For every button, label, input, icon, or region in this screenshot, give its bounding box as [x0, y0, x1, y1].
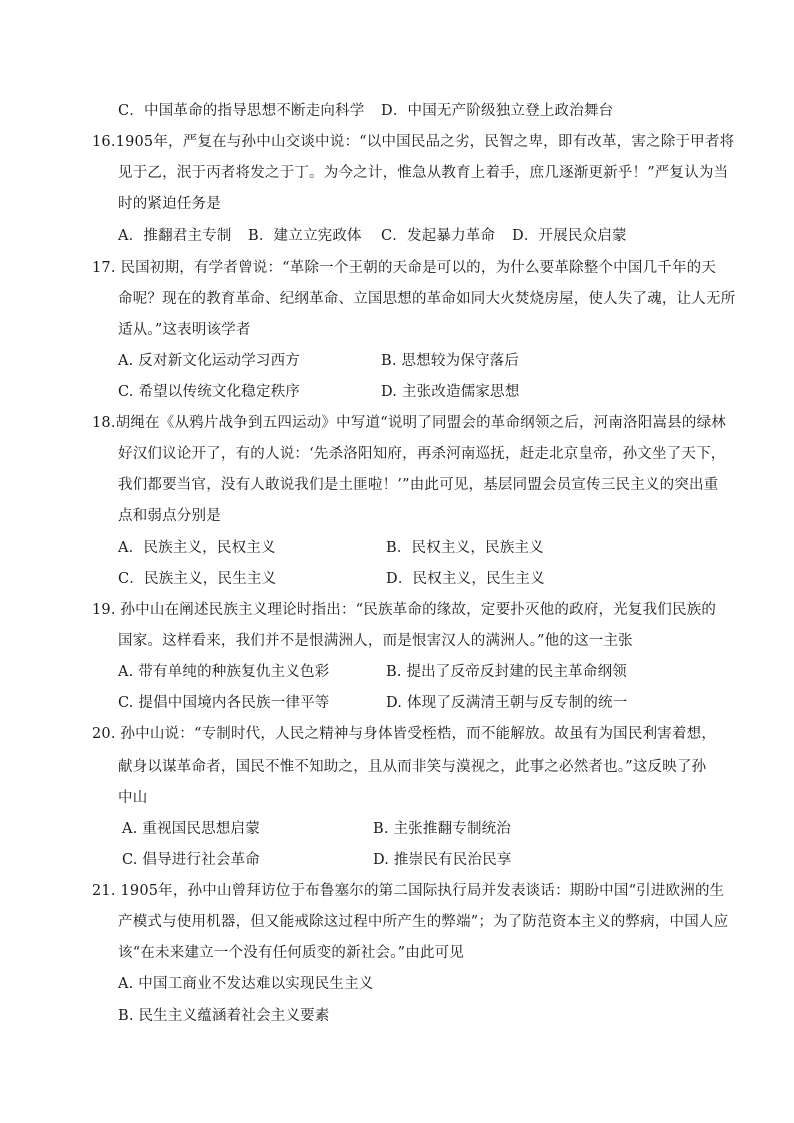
- q19-stem-line-2: 国家。这样看来，我们并不是恨满洲人，而是恨害汉人的满洲人。”他的这一主张: [118, 633, 633, 649]
- q16-stem-line-2: 见于乙，泯于丙者将发之于丁。为今之计，惟急从教育上着手，庶几逐渐更新乎！”严复认为当: [118, 165, 729, 181]
- q17-option-d: D. 主张改造儒家思想: [381, 384, 520, 400]
- q20-stem-line-2: 献身以谋革命者，国民不惟不知助之，且从而非笑与漠视之，此事之必然者也。”这反映了孙: [118, 759, 707, 775]
- q17-option-c: C. 希望以传统文化稳定秩序: [118, 384, 301, 400]
- q18-stem-line-2: 好汉们议论开了，有的人说：‘先杀洛阳知府，再杀河南巡抚，赶走北京皇帝，孙文坐了天下，: [118, 446, 726, 462]
- q21-option-a: A. 中国工商业不发达难以实现民生主义: [118, 976, 374, 992]
- q19-option-a: A. 带有单纯的种族复仇主义色彩: [118, 664, 330, 680]
- q19-stem-line-1: 19. 孙中山在阐述民族主义理论时指出：“民族革命的缘故，定要扑灭他的政府，光复我们民族的: [92, 602, 717, 618]
- q17-stem-line-3: 适从。”这表明该学者: [118, 322, 251, 338]
- q15-option-d: D．中国无产阶级独立登上政治舞台: [381, 103, 614, 119]
- q18-stem-line-3: 我们都要当官，没有人敢说我们是土匪啦！’”由此可见，基层同盟会员宣传三民主义的突出重: [118, 477, 719, 493]
- q16-stem-line-1: 16.1905年，严复在与孙中山交谈中说：“以中国民品之劣，民智之卑，即有改革，害之除于甲者将: [92, 134, 735, 150]
- q16-option-b: B．建立立宪政体: [248, 228, 362, 244]
- q21-stem-line-1: 21. 1905年，孙中山曾拜访位于布鲁塞尔的第二国际执行局并发表谈话：期盼中国“引进欧洲的生: [92, 883, 725, 899]
- q20-option-c: C. 倡导进行社会革命: [122, 852, 260, 868]
- q20-option-d: D. 推崇民有民治民享: [373, 852, 512, 868]
- q17-option-b: B. 思想较为保守落后: [381, 353, 520, 369]
- q18-stem-line-4: 点和弱点分别是: [118, 508, 221, 524]
- q19-option-c: C. 提倡中国境内各民族一律平等: [118, 695, 330, 711]
- q15-option-c: C．中国革命的指导思想不断走向科学: [118, 103, 365, 119]
- q20-stem-line-3: 中山: [118, 790, 148, 806]
- q21-option-b: B. 民生主义蕴涵着社会主义要素: [118, 1008, 330, 1024]
- q18-option-c: C．民族主义，民生主义: [118, 571, 277, 587]
- q21-stem-line-2: 产模式与使用机器，但又能戒除这过程中所产生的弊端”；为了防范资本主义的弊病，中国人应: [118, 914, 729, 930]
- q17-stem-line-2: 命呢？现在的教育革命、纪纲革命、立国思想的革命如同大火焚烧房屋，使人失了魂，让人无所: [118, 291, 736, 307]
- q16-option-a: A．推翻君主专制: [118, 228, 232, 244]
- q18-option-d: D．民权主义，民生主义: [386, 571, 545, 587]
- q17-stem-line-1: 17. 民国初期，有学者曾说：“革除一个王朝的天命是可以的，为什么要革除整个中国几千年的天: [92, 260, 717, 276]
- q16-option-c: C．发起暴力革命: [381, 228, 496, 244]
- q19-option-d: D. 体现了反满清王朝与反专制的统一: [386, 695, 628, 711]
- q16-stem-line-3: 时的紧迫任务是: [118, 196, 221, 212]
- q18-stem-line-1: 18.胡绳在《从鸦片战争到五四运动》中写道“说明了同盟会的革命纲领之后，河南洛阳嵩县的绿林: [92, 415, 726, 431]
- q20-option-a: A. 重视国民思想启蒙: [122, 821, 260, 837]
- q18-option-a: A．民族主义，民权主义: [118, 540, 276, 556]
- q20-option-b: B. 主张推翻专制统治: [373, 821, 512, 837]
- q18-option-b: B．民权主义，民族主义: [386, 540, 544, 556]
- q20-stem-line-1: 20. 孙中山说：“专制时代，人民之精神与身体皆受桎梏，而不能解放。故虽有为国民利害着想，: [92, 726, 717, 742]
- q21-stem-line-3: 该“在未来建立一个没有任何质变的新社会。”由此可见: [118, 945, 465, 961]
- q19-option-b: B. 提出了反帝反封建的民主革命纲领: [386, 664, 627, 680]
- q16-option-d: D．开展民众启蒙: [512, 228, 627, 244]
- q17-option-a: A. 反对新文化运动学习西方: [118, 353, 300, 369]
